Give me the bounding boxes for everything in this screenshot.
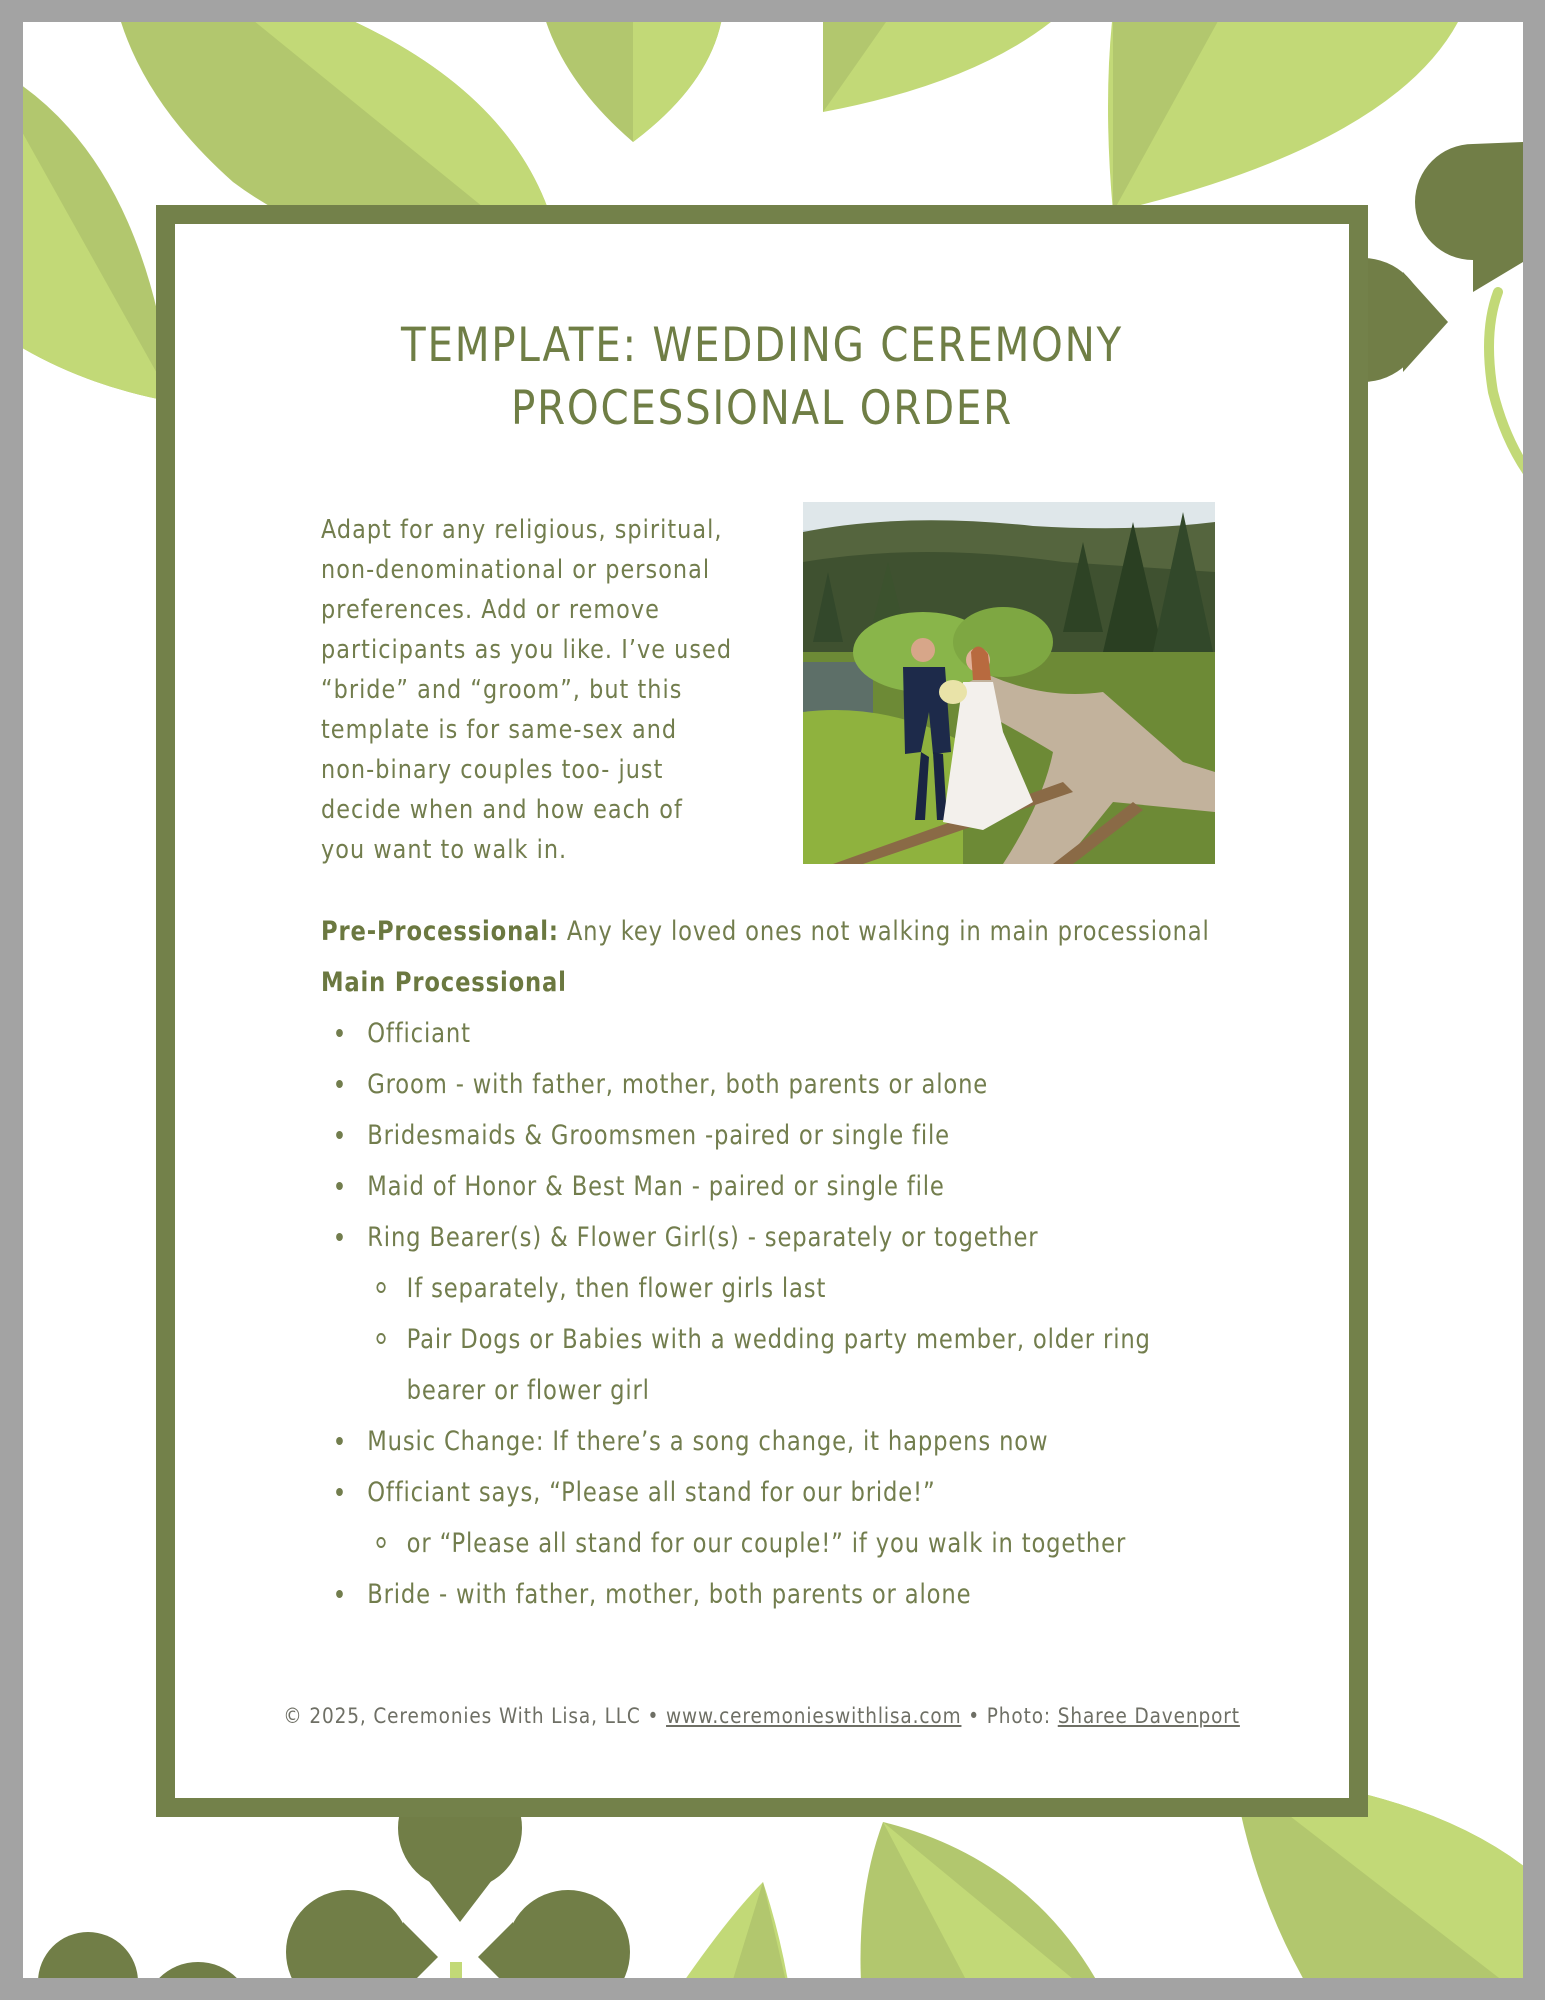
intro-paragraph: Adapt for any religious, spiritual, non-denominational or personal preferences. Add or remove participants as you like. I’ve used “bride” and “groom”, but this template is for same-sex and non-binary couples too- just decide when and how each of you want to walk in.	[321, 515, 733, 865]
pre-processional-label: Pre-Processional:	[321, 916, 559, 947]
list-item: Groom - with father, mother, both parents or alone	[321, 1059, 1270, 1110]
sub-list-item: Pair Dogs or Babies with a wedding party member, older ring	[321, 1314, 1270, 1365]
processional-list	[321, 1008, 1270, 1620]
list-item: Maid of Honor & Best Man - paired or single file	[321, 1161, 1270, 1212]
footer	[175, 1704, 1349, 1728]
footer-separator: •	[647, 1704, 660, 1728]
footer-separator: •	[968, 1704, 981, 1728]
list-item: Bride - with father, mother, both parents or alone	[321, 1569, 1270, 1620]
page-title	[360, 314, 1163, 440]
sub-list-item: or “Please all stand for our couple!” if you walk in together	[321, 1518, 1270, 1569]
processional-content	[321, 906, 1270, 1620]
couple-photo	[803, 502, 1215, 864]
photographer-link[interactable]: Sharee Davenport	[1058, 1704, 1241, 1728]
sub-list-item: If separately, then flower girls last	[321, 1263, 1270, 1314]
sub-list-item-continuation: bearer or flower girl	[406, 1375, 650, 1406]
title-line-2: PROCESSIONAL ORDER	[511, 381, 1013, 436]
list-item: Officiant	[321, 1008, 1270, 1059]
content-frame	[156, 205, 1368, 1817]
footer-copyright: © 2025, Ceremonies With Lisa, LLC	[283, 1704, 642, 1728]
list-item: Ring Bearer(s) & Flower Girl(s) - separately or together	[321, 1212, 1270, 1263]
page	[23, 22, 1523, 1978]
list-item: Bridesmaids & Groomsmen -paired or single file	[321, 1110, 1270, 1161]
title-line-1: TEMPLATE: WEDDING CEREMONY	[401, 318, 1123, 373]
main-processional-heading: Main Processional	[321, 967, 567, 998]
list-item: Music Change: If there’s a song change, it happens now	[321, 1416, 1270, 1467]
list-item: Officiant says, “Please all stand for our bride!”	[321, 1467, 1270, 1518]
pre-processional-text: Any key loved ones not walking in main processional	[566, 916, 1210, 947]
pre-processional-line	[321, 906, 1270, 957]
photo-credit-label: Photo:	[987, 1704, 1052, 1728]
website-link[interactable]: www.ceremonieswithlisa.com	[666, 1704, 962, 1728]
